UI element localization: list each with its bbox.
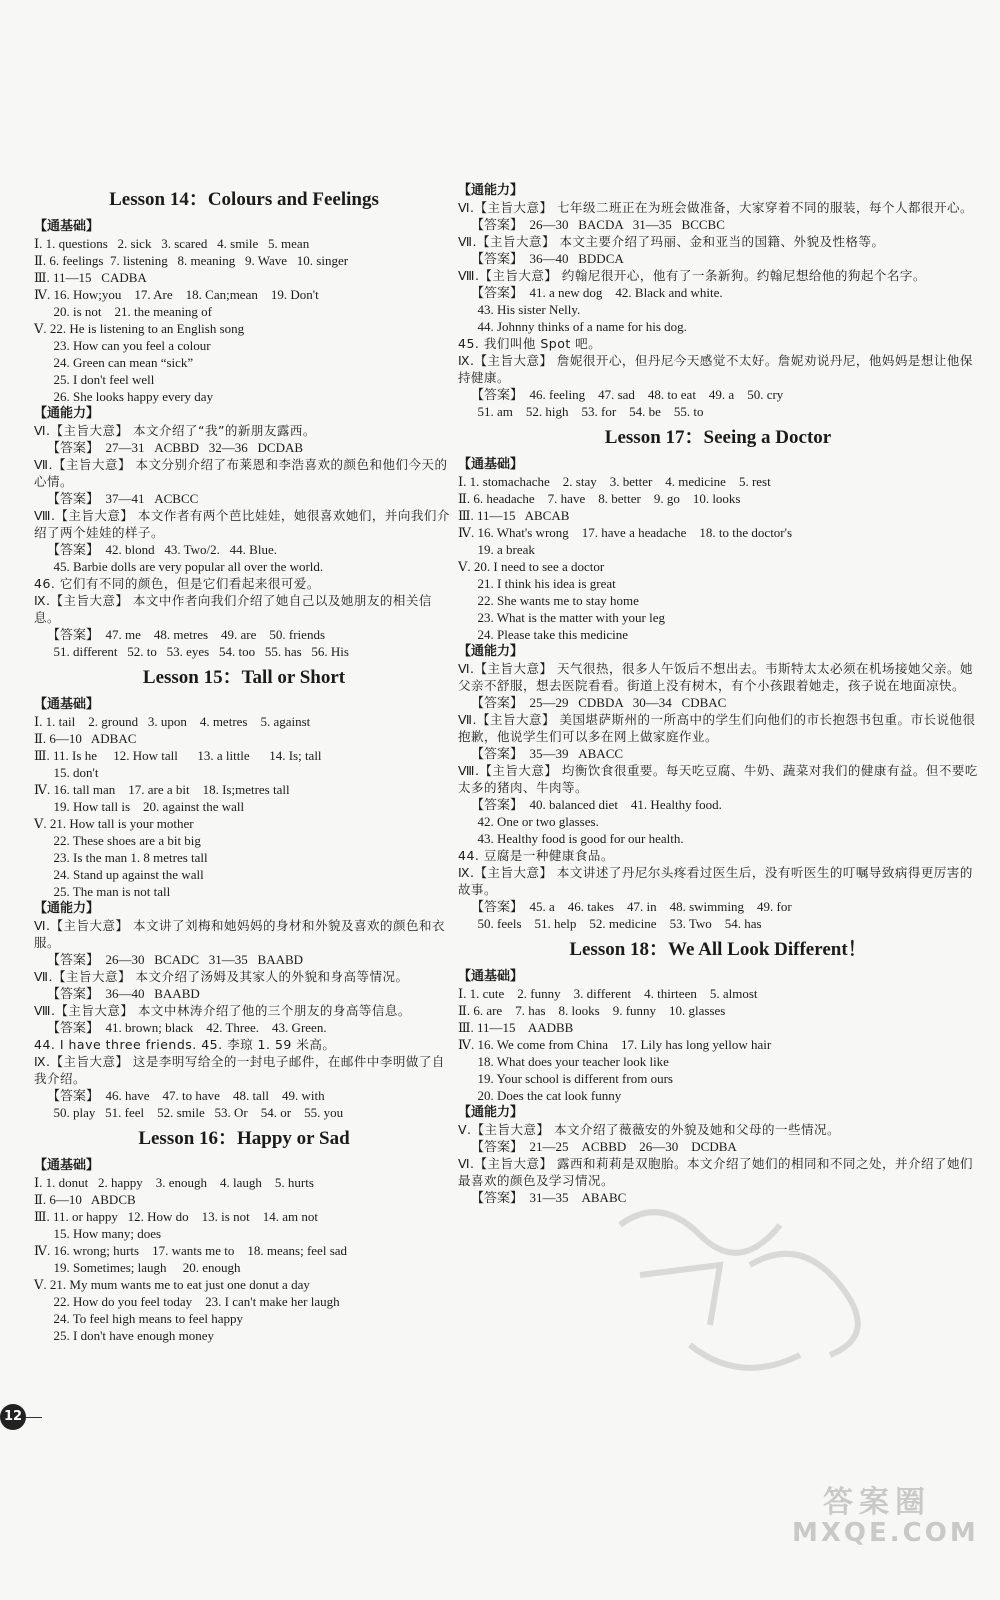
answer-line: 18. What does your teacher look like <box>458 1054 669 1069</box>
lesson-title: Lesson 18：We All Look Different！ <box>569 939 867 960</box>
answer-line: 【答案】 47. me 48. metres 49. are 50. friends <box>34 627 326 642</box>
answer-line: Ⅳ. 16. We come from China 17. Lily has long yellow hair <box>458 1037 772 1052</box>
page-number-rule <box>26 1417 42 1418</box>
answer-line: 25. The man is not tall <box>34 884 171 899</box>
answer-line: Ⅸ.【主旨大意】 本文讲述了丹尼尔头疼看过医生后，没有听医生的叮嘱导致病得更厉害的故事。 <box>458 865 973 897</box>
section-heading: 【通基础】 <box>458 457 524 472</box>
answer-line: Ⅶ.【主旨大意】 本文主要介绍了玛丽、金和亚当的国籍、外貌及性格等。 <box>458 234 885 249</box>
answer-line: 24. To feel high means to feel happy <box>34 1311 243 1326</box>
section-heading: 【通能力】 <box>34 901 100 916</box>
answer-line: Ⅵ.【主旨大意】 本文讲了刘梅和她妈妈的身材和外貌及喜欢的颜色和衣服。 <box>34 918 445 950</box>
answer-line: 50. play 51. feel 52. smile 53. Or 54. or 55. you <box>34 1105 344 1120</box>
right-column <box>458 182 978 1206</box>
answer-line: 25. I don't feel well <box>34 372 155 387</box>
answer-line: 19. Your school is different from ours <box>458 1071 673 1086</box>
section-heading: 【通能力】 <box>458 1105 524 1120</box>
answer-line: Ⅰ. 1. cute 2. funny 3. different 4. thirteen 5. almost <box>458 986 758 1001</box>
answer-line: 【答案】 36—40 BAABD <box>34 986 200 1001</box>
answer-line: 19. Sometimes; laugh 20. enough <box>34 1260 241 1275</box>
answer-line: 51. different 52. to 53. eyes 54. too 55. has 56. His <box>34 644 349 659</box>
lesson-title: Lesson 16：Happy or Sad <box>138 1128 350 1149</box>
answer-line: Ⅵ.【主旨大意】 七年级二班正在为班会做准备，大家穿着不同的服装，每个人都很开心。 <box>458 200 973 215</box>
answer-line: 24. Please take this medicine <box>458 627 629 642</box>
answer-line: 46. 它们有不同的颜色，但是它们看起来很可爱。 <box>34 576 320 591</box>
answer-line: 【答案】 40. balanced diet 41. Healthy food. <box>458 797 722 812</box>
answer-line: 19. How tall is 20. against the wall <box>34 799 245 814</box>
answer-line: Ⅴ. 20. I need to see a doctor <box>458 559 605 574</box>
answer-line: 15. How many; does <box>34 1226 162 1241</box>
answer-line: Ⅲ. 11. Is he 12. How tall 13. a little 14. Is; tall <box>34 748 322 763</box>
watermark-text-1: 答案圈 <box>823 1485 931 1520</box>
answer-line: 【答案】 41. a new dog 42. Black and white. <box>458 285 723 300</box>
lesson-title: Lesson 14：Colours and Feelings <box>109 189 379 210</box>
watermark-stamp <box>792 1485 979 1558</box>
answer-line: 25. I don't have enough money <box>34 1328 214 1343</box>
section-heading: 【通基础】 <box>34 219 100 234</box>
answer-line: 42. One or two glasses. <box>458 814 599 829</box>
answer-line: 【答案】 26—30 BCADC 31—35 BAABD <box>34 952 304 967</box>
answer-line: Ⅷ.【主旨大意】 本文中林涛介绍了他的三个朋友的身高等信息。 <box>34 1003 411 1018</box>
answer-line: 【答案】 21—25 ACBBD 26—30 DCDBA <box>458 1139 737 1154</box>
answer-line: Ⅲ. 11—15 CADBA <box>34 270 147 285</box>
answer-line: Ⅴ.【主旨大意】 本文介绍了薇薇安的外貌及她和父母的一些情况。 <box>458 1122 840 1137</box>
answer-line: Ⅳ. 16. What's wrong 17. have a headache 18. to the doctor's <box>458 525 793 540</box>
answer-line: Ⅰ. 1. donut 2. happy 3. enough 4. laugh 5. hurts <box>34 1175 314 1190</box>
answer-line: 【答案】 27—31 ACBBD 32—36 DCDAB <box>34 440 304 455</box>
answer-line: 45. 我们叫他 Spot 吧。 <box>458 336 602 351</box>
answer-line: Ⅰ. 1. tail 2. ground 3. upon 4. metres 5. against <box>34 714 311 729</box>
answer-line: Ⅱ. 6—10 ADBAC <box>34 731 137 746</box>
watermark-text-2: MXQE.COM <box>792 1518 979 1548</box>
answer-line: Ⅱ. 6. headache 7. have 8. better 9. go 10. looks <box>458 491 741 506</box>
answer-line: Ⅷ.【主旨大意】 均衡饮食很重要。每天吃豆腐、牛奶、蔬菜对我们的健康有益。但不要吃太多的猪肉、牛肉等。 <box>458 763 978 795</box>
answer-line: 26. She looks happy every day <box>34 389 214 404</box>
page-number: 12 <box>0 1404 26 1430</box>
answer-line: Ⅷ.【主旨大意】 本文作者有两个芭比娃娃，她很喜欢她们，并向我们介绍了两个娃娃的样子。 <box>34 508 450 540</box>
answer-line: 24. Green can mean “sick” <box>34 355 194 370</box>
answer-line: Ⅵ.【主旨大意】 本文介绍了“我”的新朋友露西。 <box>34 423 316 438</box>
answer-line: 【答案】 25—29 CDBDA 30—34 CDBAC <box>458 695 727 710</box>
answer-line: 21. I think his idea is great <box>458 576 616 591</box>
answer-line: Ⅵ.【主旨大意】 天气很热，很多人午饭后不想出去。韦斯特太太必须在机场接她父亲。她父亲不舒服，想去医院看看。街道上没有树木，有个小孩跟着她走，孩子说在地面凉快。 <box>458 661 973 693</box>
answer-line: Ⅱ. 6—10 ABDCB <box>34 1192 136 1207</box>
answer-line: Ⅴ. 21. My mum wants me to eat just one donut a day <box>34 1277 310 1292</box>
answer-line: 45. Barbie dolls are very popular all over the world. <box>34 559 324 574</box>
answer-line: Ⅷ.【主旨大意】 约翰尼很开心，他有了一条新狗。约翰尼想给他的狗起个名字。 <box>458 268 926 283</box>
section-heading: 【通基础】 <box>34 697 100 712</box>
section-heading: 【通基础】 <box>34 1158 100 1173</box>
lesson-title: Lesson 17：Seeing a Doctor <box>604 427 832 448</box>
answer-line: Ⅱ. 6. are 7. has 8. looks 9. funny 10. glasses <box>458 1003 726 1018</box>
section-heading: 【通能力】 <box>458 644 524 659</box>
answer-line: 22. How do you feel today 23. I can't make her laugh <box>34 1294 340 1309</box>
answer-line: Ⅳ. 16. wrong; hurts 17. wants me to 18. means; feel sad <box>34 1243 348 1258</box>
answer-line: Ⅲ. 11—15 ABCAB <box>458 508 570 523</box>
answer-line: Ⅳ. 16. tall man 17. are a bit 18. Is;metres tall <box>34 782 290 797</box>
answer-line: Ⅰ. 1. questions 2. sick 3. scared 4. smile 5. mean <box>34 236 310 251</box>
answer-line: Ⅳ. 16. How;you 17. Are 18. Can;mean 19. Don't <box>34 287 319 302</box>
answer-line: Ⅶ.【主旨大意】 本文分别介绍了布莱恩和李浩喜欢的颜色和他们今天的心情。 <box>34 457 448 489</box>
answer-line: 22. These shoes are a bit big <box>34 833 201 848</box>
answer-line: 【答案】 36—40 BDDCA <box>458 251 624 266</box>
answer-line: 43. Healthy food is good for our health. <box>458 831 684 846</box>
answer-line: 【答案】 35—39 ABACC <box>458 746 624 761</box>
answer-line: 44. 豆腐是一种健康食品。 <box>458 848 614 863</box>
answer-line: Ⅴ. 21. How tall is your mother <box>34 816 194 831</box>
answer-line: Ⅱ. 6. feelings 7. listening 8. meaning 9. Wave 10. singer <box>34 253 349 268</box>
answer-line: 51. am 52. high 53. for 54. be 55. to <box>458 404 704 419</box>
answer-line: 【答案】 26—30 BACDA 31—35 BCCBC <box>458 217 725 232</box>
answer-line: Ⅵ.【主旨大意】 露西和莉莉是双胞胎。本文介绍了她们的相同和不同之处，并介绍了她们最喜欢的颜色及学习情况。 <box>458 1156 973 1188</box>
answer-line: 20. is not 21. the meaning of <box>34 304 213 319</box>
lesson-title: Lesson 15：Tall or Short <box>142 667 346 688</box>
section-heading: 【通能力】 <box>34 406 100 421</box>
answer-line: 23. Is the man 1. 8 metres tall <box>34 850 208 865</box>
section-heading: 【通基础】 <box>458 969 524 984</box>
answer-line: 43. His sister Nelly. <box>458 302 581 317</box>
answer-line: 20. Does the cat look funny <box>458 1088 622 1103</box>
answer-line: 【答案】 41. brown; black 42. Three. 43. Green. <box>34 1020 327 1035</box>
answer-line: 【答案】 45. a 46. takes 47. in 48. swimming 49. for <box>458 899 792 914</box>
answer-line: Ⅶ.【主旨大意】 美国堪萨斯州的一所高中的学生们向他们的市长抱怨书包重。市长说他很抱歉，他说学生们可以多在网上做家庭作业。 <box>458 712 976 744</box>
answer-line: 24. Stand up against the wall <box>34 867 204 882</box>
answer-line: 【答案】 37—41 ACBCC <box>34 491 199 506</box>
answer-line: Ⅴ. 22. He is listening to an English song <box>34 321 245 336</box>
answer-line: 44. I have three friends. 45. 李琼 1. 59 米高。 <box>34 1037 336 1052</box>
answer-line: Ⅸ.【主旨大意】 这是李明写给全的一封电子邮件，在邮件中李明做了自我介绍。 <box>34 1054 445 1086</box>
answer-line: 15. don't <box>34 765 99 780</box>
left-column <box>34 182 454 1344</box>
answer-line: 【答案】 46. have 47. to have 48. tall 49. with <box>34 1088 325 1103</box>
answer-line: 23. How can you feel a colour <box>34 338 211 353</box>
answer-line: 50. feels 51. help 52. medicine 53. Two 54. has <box>458 916 762 931</box>
answer-line: 44. Johnny thinks of a name for his dog. <box>458 319 687 334</box>
answer-line: 【答案】 42. blond 43. Two/2. 44. Blue. <box>34 542 277 557</box>
answer-line: 19. a break <box>458 542 535 557</box>
answer-line: Ⅲ. 11—15 AADBB <box>458 1020 574 1035</box>
answer-line: 【答案】 31—35 ABABC <box>458 1190 627 1205</box>
answer-line: Ⅰ. 1. stomachache 2. stay 3. better 4. medicine 5. rest <box>458 474 771 489</box>
section-heading: 【通能力】 <box>458 183 524 198</box>
answer-line: Ⅸ.【主旨大意】 詹妮很开心，但丹尼今天感觉不太好。詹妮劝说丹尼，他妈妈是想让他保持健康。 <box>458 353 973 385</box>
answer-line: Ⅸ.【主旨大意】 本文中作者向我们介绍了她自己以及她朋友的相关信息。 <box>34 593 432 625</box>
answer-line: 22. She wants me to stay home <box>458 593 639 608</box>
answer-line: Ⅶ.【主旨大意】 本文介绍了汤姆及其家人的外貌和身高等情况。 <box>34 969 409 984</box>
answer-line: Ⅲ. 11. or happy 12. How do 13. is not 14. am not <box>34 1209 318 1224</box>
answer-line: 【答案】 46. feeling 47. sad 48. to eat 49. a 50. cry <box>458 387 784 402</box>
answer-line: 23. What is the matter with your leg <box>458 610 665 625</box>
